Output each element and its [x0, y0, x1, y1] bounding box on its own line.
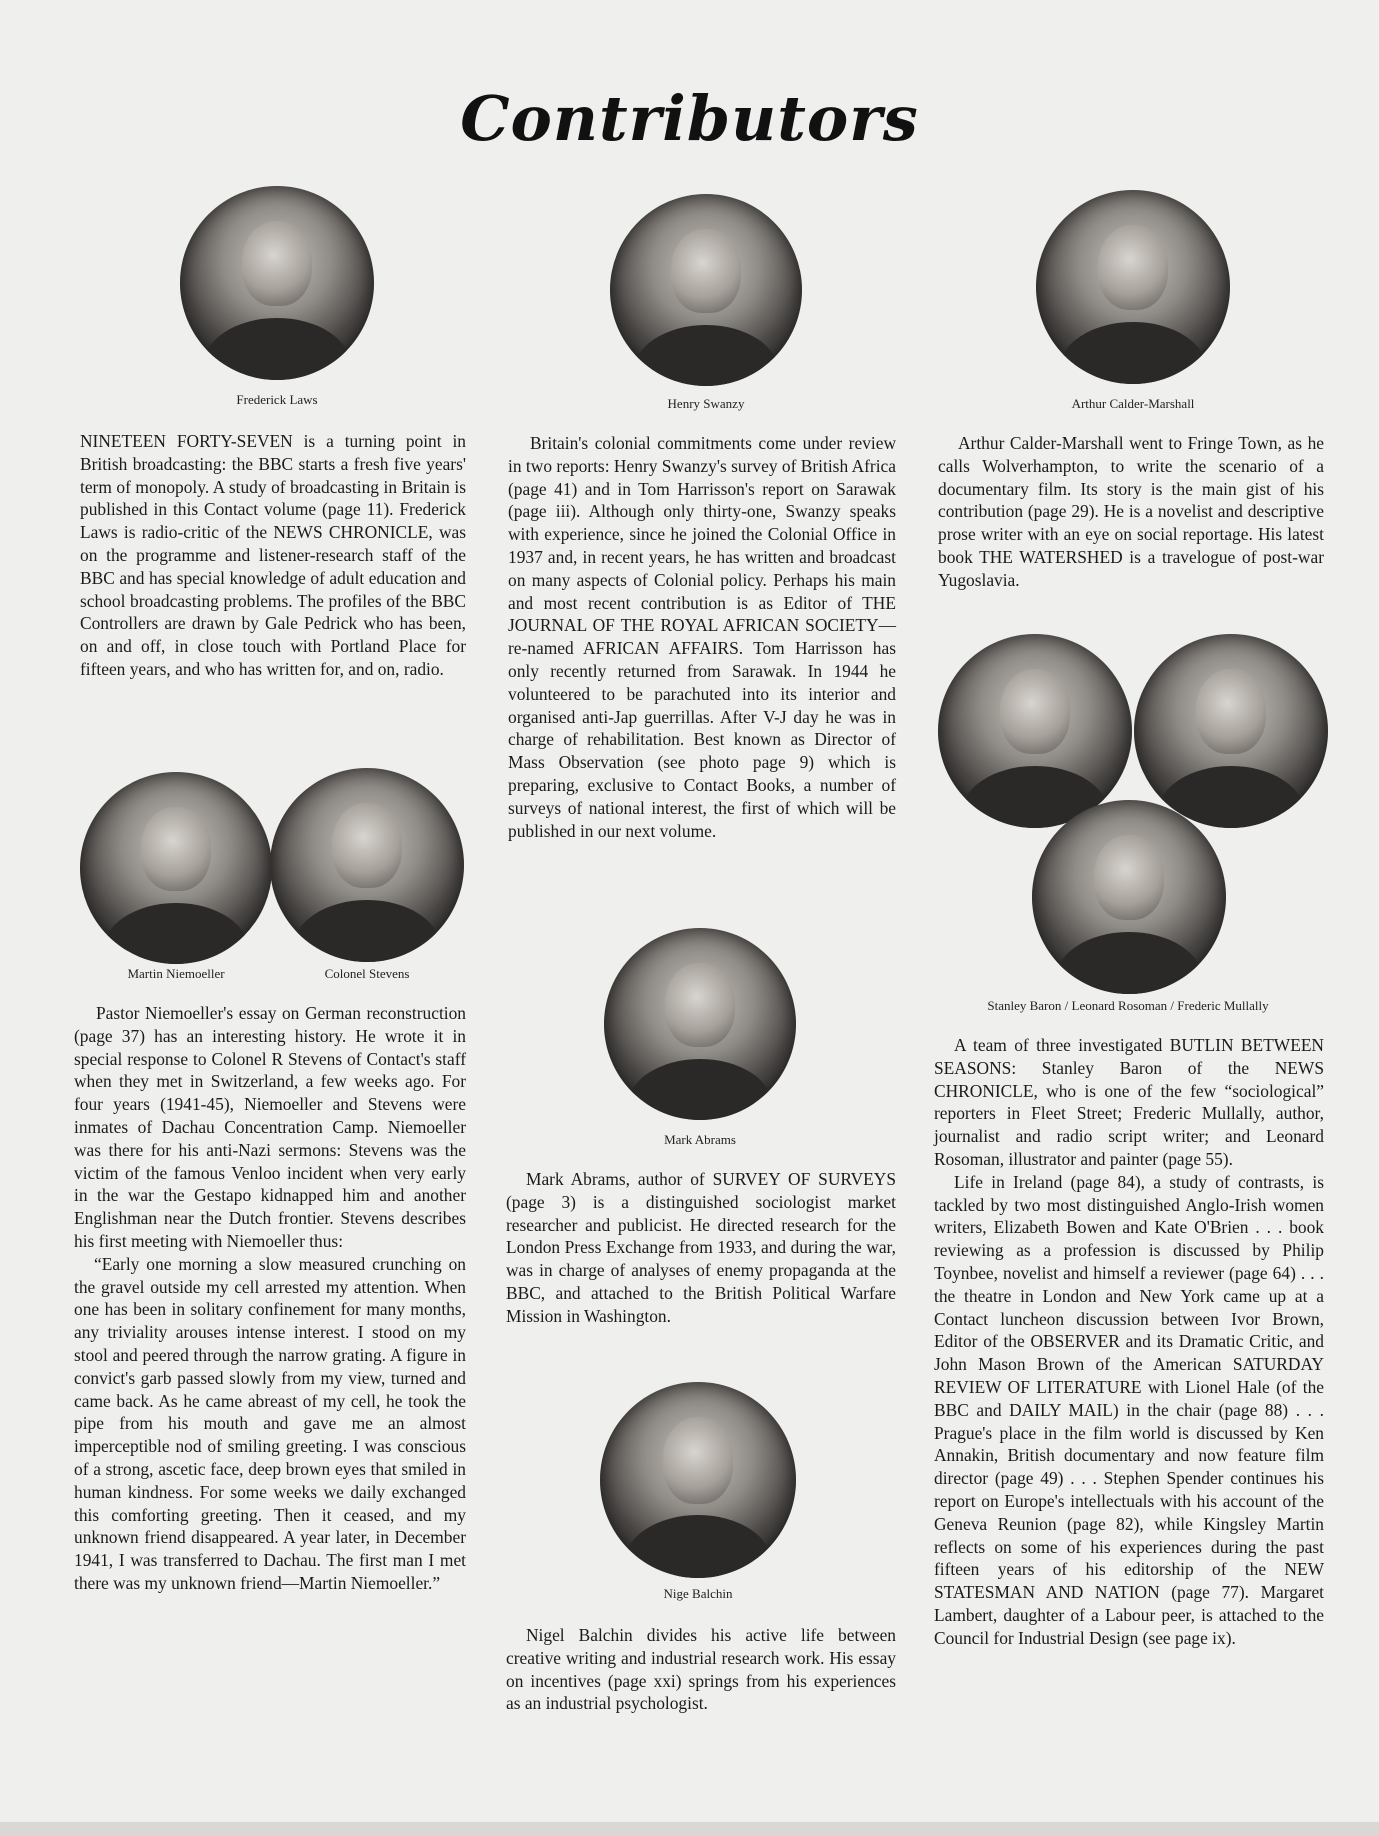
para-niemoeller: Pastor Niemoeller's essay on German reconstruction (page 37) has an interesting history. He wrote it in special response to Colonel R Stevens of Contact's staff when they met in Switzerland, a few weeks ago. For four years (1941-45), Niemoeller and Stevens were inmates of Dachau Concentration Camp. Niemoeller was there for his anti-Nazi sermons: Stevens was the victim of the famous Venloo incident when very early in the war the Gestapo kidnapped him and another Englishman near the Dutch frontier. Stevens describes his first meeting with Niemoeller thus:	[74, 1003, 466, 1251]
caption-colonel-stevens: Colonel Stevens	[324, 966, 410, 981]
caption-henry-swanzy: Henry Swanzy	[667, 396, 745, 411]
column-2-middle	[506, 1168, 896, 1328]
portrait-stanley-baron	[938, 634, 1132, 828]
portrait-nigel-balchin	[600, 1382, 796, 1578]
para-stevens-quote: “Early one morning a slow measured crunching on the gravel outside my cell arrested my attention. When one has been in solitary confinement for many months, any triviality arouses intense interest. I stood on my stool and peered through the narrow grating. A figure in convict's garb passed slowly from my view, turned and came back. As he came abreast of my cell, he took the pipe from his mouth and gave me an almost imperceptible nod of smiling greeting. I was conscious of a strong, ascetic face, deep brown eyes that smiled in human kindness. For some weeks we daily exchanged this comforting greeting. Then it ceased, and my unknown friend disappeared. A year later, in December 1941, I was transferred to Dachau. The first man I met there was my unknown friend—Martin Niemoeller.”	[74, 1253, 466, 1593]
para-other-contributors: Life in Ireland (page 84), a study of contrasts, is tackled by two most distinguished Anglo-Irish women writers, Elizabeth Bowen and Kate O'Brien . . . book reviewing as a profession is discussed by Philip Toynbee, novelist and himself a reviewer (page 64) . . . the theatre in London and New York came up at a Contact luncheon discussion between Ivor Brown, Editor of the OBSERVER and its Dramatic Critic, and John Mason Brown of the American SATURDAY REVIEW OF LITERATURE with Lionel Hale (of the BBC and DAILY MAIL) in the chair (page 88) . . . Prague's place in the film world is discussed by Ken Annakin, British documentary and now feature film director (page 49) . . . Stephen Spender continues his report on Europe's intellectuals with his account of the Geneva Reunion (page 82), while Kingsley Martin reflects on some of his experiences during the past fifteen years of his editorship of the NEW STATESMAN AND NATION (page 77). Margaret Lambert, daughter of a Labour peer, is attached to the Council for Industrial Design (see page ix).	[934, 1171, 1324, 1648]
column-3-bottom	[934, 1034, 1324, 1650]
para-swanzy-harrisson: Britain's colonial commitments come under review in two reports: Henry Swanzy's survey of British Africa (page 41) and in Tom Harrisson's report on Sarawak (page iii). Although only thirty-one, Swanzy speaks with experience, since he joined the Colonial Office in 1937 and, in recent years, he has written and broadcast on many aspects of Colonial policy. Perhaps his main and most recent contribution is as Editor of THE JOURNAL OF THE ROYAL AFRICAN SOCIETY—re-named AFRICAN AFFAIRS. Tom Harrisson has only recently returned from Sarawak. In 1944 he volunteered to be parachuted into its interior and organised anti-Jap guerrillas. After V-J day he was in charge of rehabilitation. Best known as Director of Mass Observation (see photo page 9) which is preparing, exclusive to Contact Books, a number of surveys of national interest, the first of which will be published in our next volume.	[508, 433, 896, 841]
portrait-leonard-rosoman	[1134, 634, 1328, 828]
page-bottom-edge	[0, 1822, 1379, 1836]
portrait-frederic-mullally	[1032, 800, 1226, 994]
column-1-top	[80, 430, 466, 681]
caption-arthur-calder-marshall: Arthur Calder-Marshall	[1071, 396, 1195, 411]
caption-nigel-balchin: Nige Balchin	[663, 1586, 733, 1601]
caption-trio: Stanley Baron / Leonard Rosoman / Frederic Mullally	[987, 998, 1269, 1013]
caption-mark-abrams: Mark Abrams	[664, 1132, 736, 1147]
para-frederick-laws: NINETEEN FORTY-SEVEN is a turning point in British broadcasting: the BBC starts a fresh five years' term of monopoly. A study of broadcasting in Britain is published in this Contact volume (page 11). Frederick Laws is radio-critic of the NEWS CHRONICLE, was on the programme and listener-research staff of the BBC and has special knowledge of adult education and school broadcasting problems. The profiles of the BBC Controllers are drawn by Gale Pedrick who has been, on and off, in close touch with Portland Place for fifteen years, and who has written for, and on, radio.	[80, 431, 466, 679]
portrait-arthur-calder-marshall	[1036, 190, 1230, 384]
para-butlin-team: A team of three investigated BUTLIN BETWEEN SEASONS: Stanley Baron of the NEWS CHRONICLE, who is one of the few “sociological” reporters in Fleet Street; Frederic Mullally, author, journalist and radio script writer; and Leonard Rosoman, illustrator and painter (page 55).	[934, 1035, 1324, 1169]
portrait-frederick-laws	[180, 186, 374, 380]
para-nigel-balchin: Nigel Balchin divides his active life between creative writing and industrial research work. His essay on incentives (page xxi) springs from his experiences as an industrial psychologist.	[506, 1625, 896, 1714]
portrait-colonel-stevens	[270, 768, 464, 962]
column-2-top	[508, 432, 896, 842]
para-calder-marshall: Arthur Calder-Marshall went to Fringe Town, as he calls Wolverhampton, to write the scenario of a documentary film. Its story is the main gist of his contribution (page 29). He is a novelist and descriptive prose writer with an eye on social reportage. His latest book THE WATERSHED is a travelogue of post-war Yugoslavia.	[938, 433, 1324, 590]
para-mark-abrams: Mark Abrams, author of SURVEY OF SURVEYS (page 3) is a distinguished sociologist market researcher and publicist. He directed research for the London Press Exchange from 1933, and during the war, was in charge of analyses of enemy propaganda at the BBC, and attached to the British Political Warfare Mission in Washington.	[506, 1169, 896, 1326]
caption-martin-niemoeller: Martin Niemoeller	[127, 966, 225, 981]
page-title: Contributors	[460, 82, 919, 155]
portrait-martin-niemoeller	[80, 772, 272, 964]
column-1-bottom	[74, 1002, 466, 1595]
column-2-bottom	[506, 1624, 896, 1715]
portrait-henry-swanzy	[610, 194, 802, 386]
portrait-mark-abrams	[604, 928, 796, 1120]
caption-frederick-laws: Frederick Laws	[236, 392, 318, 407]
column-3-top	[938, 432, 1324, 592]
